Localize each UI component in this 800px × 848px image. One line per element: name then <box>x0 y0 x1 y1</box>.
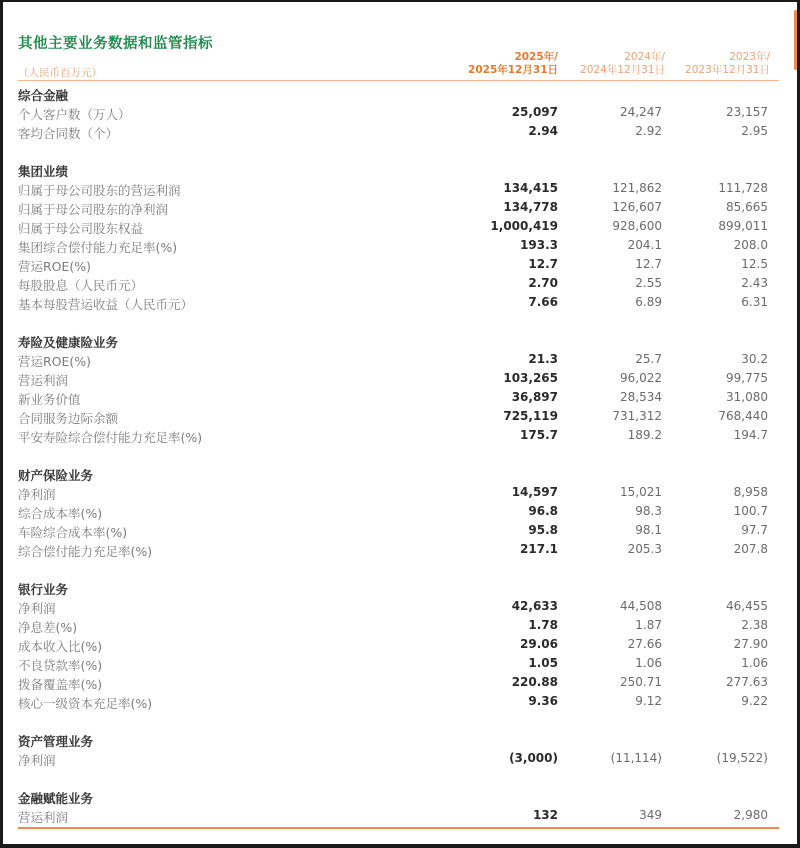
table-row <box>18 637 797 656</box>
table-row <box>18 808 797 827</box>
row-label: 客均合同数（个） <box>18 126 119 141</box>
table-row <box>18 219 797 238</box>
value-2023: 8,958 <box>733 485 768 499</box>
section-heading-label: 财产保险业务 <box>18 468 94 483</box>
value-2024: 189.2 <box>627 428 662 442</box>
value-2025: 36,897 <box>511 390 558 404</box>
value-2025: 1.05 <box>528 656 558 670</box>
report-page <box>3 2 797 844</box>
value-2025: 2.94 <box>528 124 558 138</box>
row-label: 营运ROE(%) <box>18 354 92 369</box>
table-row <box>18 200 797 219</box>
value-2024: 731,312 <box>612 409 662 423</box>
value-2023: 768,440 <box>718 409 768 423</box>
value-2024: 9.12 <box>635 694 662 708</box>
value-2023: 97.7 <box>741 523 768 537</box>
section-heading <box>18 732 797 751</box>
row-label: 净息差(%) <box>18 620 78 635</box>
page-edge-accent <box>794 10 797 70</box>
value-2023: (19,522) <box>716 751 768 765</box>
value-2025: 7.66 <box>528 295 558 309</box>
value-2025: 2.70 <box>528 276 558 290</box>
row-label: 新业务价值 <box>18 392 81 407</box>
value-2023: 208.0 <box>733 238 768 252</box>
table-row <box>18 428 797 447</box>
value-2023: 2.43 <box>741 276 768 290</box>
row-label: 归属于母公司股东的净利润 <box>18 202 169 217</box>
value-2024: 1.06 <box>635 656 662 670</box>
section-heading-label: 寿险及健康险业务 <box>18 335 119 350</box>
value-2023: 194.7 <box>733 428 768 442</box>
page-title: 其他主要业务数据和监管指标 <box>18 36 213 52</box>
section-heading <box>18 466 797 485</box>
row-label: 营运利润 <box>18 810 69 825</box>
row-label: 综合偿付能力充足率(%) <box>18 544 153 559</box>
value-2025: 103,265 <box>503 371 558 385</box>
value-2023: 277.63 <box>726 675 768 689</box>
section-heading-label: 资产管理业务 <box>18 734 94 749</box>
table-row <box>18 181 797 200</box>
section-heading <box>18 162 797 181</box>
row-label: 营运ROE(%) <box>18 259 92 274</box>
value-2023: 100.7 <box>733 504 768 518</box>
value-2024: 928,600 <box>612 219 662 233</box>
value-2025: 96.8 <box>528 504 558 518</box>
table-row <box>18 238 797 257</box>
value-2023: 85,665 <box>726 200 768 214</box>
value-2024: 12.7 <box>635 257 662 271</box>
table-row <box>18 542 797 561</box>
value-2025: 220.88 <box>511 675 558 689</box>
value-2023: 30.2 <box>741 352 768 366</box>
section-heading-label: 银行业务 <box>18 582 69 597</box>
value-2023: 1.06 <box>741 656 768 670</box>
value-2025: 25,097 <box>511 105 558 119</box>
table-row <box>18 390 797 409</box>
value-2024: 15,021 <box>620 485 662 499</box>
footer-divider <box>18 827 779 829</box>
value-2025: 12.7 <box>528 257 558 271</box>
row-label: 综合成本率(%) <box>18 506 103 521</box>
value-2025: 1.78 <box>528 618 558 632</box>
column-header-2025 <box>468 51 558 77</box>
table-row <box>18 751 797 770</box>
table-row <box>18 105 797 124</box>
column-header-line1: 2023年/ <box>729 51 770 63</box>
value-2025: (3,000) <box>509 751 558 765</box>
value-2023: 9.22 <box>741 694 768 708</box>
row-label: 车险综合成本率(%) <box>18 525 128 540</box>
value-2024: 204.1 <box>627 238 662 252</box>
value-2023: 111,728 <box>718 181 768 195</box>
table-row <box>18 504 797 523</box>
value-2023: 12.5 <box>741 257 768 271</box>
section-heading-label: 综合金融 <box>18 88 69 103</box>
value-2024: 28,534 <box>620 390 662 404</box>
value-2023: 2.38 <box>741 618 768 632</box>
value-2024: 121,862 <box>612 181 662 195</box>
table-row <box>18 694 797 713</box>
value-2024: 205.3 <box>627 542 662 556</box>
column-header-line1: 2025年/ <box>514 51 558 63</box>
value-2024: 25.7 <box>635 352 662 366</box>
table-row <box>18 276 797 295</box>
value-2025: 9.36 <box>528 694 558 708</box>
row-label: 每股股息（人民币元） <box>18 278 144 293</box>
header-divider <box>18 80 779 81</box>
value-2024: 44,508 <box>620 599 662 613</box>
table-row <box>18 523 797 542</box>
value-2024: 250.71 <box>620 675 662 689</box>
section-heading-label: 金融赋能业务 <box>18 791 94 806</box>
section-heading-label: 集团业绩 <box>18 164 69 179</box>
table-row <box>18 485 797 504</box>
value-2025: 29.06 <box>520 637 558 651</box>
column-header-line2: 2024年12月31日 <box>580 64 665 76</box>
value-2024: 126,607 <box>612 200 662 214</box>
row-label: 平安寿险综合偿付能力充足率(%) <box>18 430 203 445</box>
section-heading <box>18 580 797 599</box>
row-label: 基本每股营运收益（人民币元） <box>18 297 194 312</box>
row-label: 个人客户数（万人） <box>18 107 131 122</box>
value-2024: 98.1 <box>635 523 662 537</box>
value-2025: 217.1 <box>520 542 558 556</box>
row-label: 净利润 <box>18 601 56 616</box>
value-2023: 23,157 <box>726 105 768 119</box>
column-header-line2: 2023年12月31日 <box>685 64 770 76</box>
value-2025: 21.3 <box>528 352 558 366</box>
value-2025: 134,415 <box>503 181 558 195</box>
value-2024: 98.3 <box>635 504 662 518</box>
row-label: 净利润 <box>18 753 56 768</box>
table-row <box>18 295 797 314</box>
value-2024: 1.87 <box>635 618 662 632</box>
value-2024: (11,114) <box>610 751 662 765</box>
row-label: 拨备覆盖率(%) <box>18 677 103 692</box>
value-2023: 99,775 <box>726 371 768 385</box>
value-2024: 2.55 <box>635 276 662 290</box>
row-label: 营运利润 <box>18 373 69 388</box>
table-row <box>18 618 797 637</box>
row-label: 归属于母公司股东权益 <box>18 221 144 236</box>
table-row <box>18 675 797 694</box>
value-2025: 725,119 <box>503 409 558 423</box>
value-2023: 6.31 <box>741 295 768 309</box>
unit-note: （人民币百万元） <box>18 67 102 79</box>
column-header-line1: 2024年/ <box>624 51 665 63</box>
value-2025: 175.7 <box>520 428 558 442</box>
value-2025: 134,778 <box>503 200 558 214</box>
value-2023: 2.95 <box>741 124 768 138</box>
table-row <box>18 257 797 276</box>
table-row <box>18 409 797 428</box>
section-heading <box>18 86 797 105</box>
value-2024: 6.89 <box>635 295 662 309</box>
table-row <box>18 352 797 371</box>
value-2024: 24,247 <box>620 105 662 119</box>
value-2025: 42,633 <box>511 599 558 613</box>
value-2024: 96,022 <box>620 371 662 385</box>
value-2023: 207.8 <box>733 542 768 556</box>
value-2023: 46,455 <box>726 599 768 613</box>
column-header-line2: 2025年12月31日 <box>468 64 558 76</box>
row-label: 归属于母公司股东的营运利润 <box>18 183 181 198</box>
value-2024: 349 <box>639 808 662 822</box>
section-heading <box>18 333 797 352</box>
value-2023: 2,980 <box>733 808 768 822</box>
table-row <box>18 599 797 618</box>
row-label: 合同服务边际余额 <box>18 411 119 426</box>
row-label: 不良贷款率(%) <box>18 658 103 673</box>
row-label: 成本收入比(%) <box>18 639 103 654</box>
row-label: 集团综合偿付能力充足率(%) <box>18 240 178 255</box>
value-2023: 899,011 <box>718 219 768 233</box>
column-header-2023 <box>685 51 770 77</box>
row-label: 核心一级资本充足率(%) <box>18 696 153 711</box>
column-header-2024 <box>580 51 665 77</box>
value-2024: 2.92 <box>635 124 662 138</box>
value-2023: 31,080 <box>726 390 768 404</box>
value-2025: 14,597 <box>511 485 558 499</box>
value-2023: 27.90 <box>733 637 768 651</box>
value-2025: 132 <box>532 808 558 822</box>
row-label: 净利润 <box>18 487 56 502</box>
value-2025: 193.3 <box>520 238 558 252</box>
value-2024: 27.66 <box>627 637 662 651</box>
value-2025: 95.8 <box>528 523 558 537</box>
table-row <box>18 371 797 390</box>
section-heading <box>18 789 797 808</box>
value-2025: 1,000,419 <box>490 219 558 233</box>
table-row <box>18 656 797 675</box>
table-row <box>18 124 797 143</box>
